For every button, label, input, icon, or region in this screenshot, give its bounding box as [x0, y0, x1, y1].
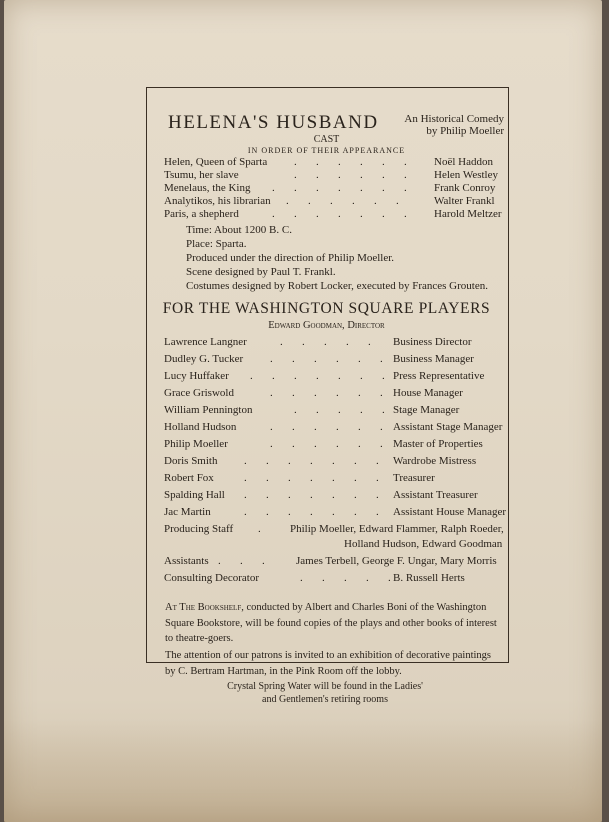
cast-actor: Helen Westley: [434, 169, 498, 181]
leader-dots: . . . . . .: [294, 156, 407, 168]
play-title: HELENA'S HUSBAND: [168, 112, 379, 133]
leader-dots: . . .: [218, 555, 265, 567]
bookshelf-notice: [165, 600, 500, 647]
staff-role: Master of Properties: [393, 438, 483, 450]
leader-dots: . . . . . . .: [244, 472, 379, 484]
note-line: Costumes designed by Robert Locker, executed by Frances Grouten.: [186, 280, 488, 292]
leader-dots: .: [258, 523, 261, 535]
staff-role: Press Representative: [393, 370, 485, 382]
bookshelf-lead: At The Bookshelf,: [165, 602, 244, 613]
water-notice: Crystal Spring Water will be found in the Ladies' and Gentlemen's retiring rooms: [227, 681, 423, 705]
players-heading: FOR THE WASHINGTON SQUARE PLAYERS: [162, 300, 491, 317]
staff-name: William Pennington: [164, 404, 253, 416]
staff-name: Holland Hudson: [164, 421, 237, 433]
cast-role: Menelaus, the King: [164, 182, 251, 194]
staff-role: Business Manager: [393, 353, 474, 365]
producing-staff-line1: Philip Moeller, Edward Flammer, Ralph Roeder,: [290, 523, 504, 535]
staff-name: Grace Griswold: [164, 387, 234, 399]
decorator-name: B. Russell Herts: [393, 572, 465, 584]
leader-dots: . . . . . . .: [250, 370, 385, 382]
staff-name: Lucy Huffaker: [164, 370, 229, 382]
cast-role: Analytikos, his librarian: [164, 195, 271, 207]
leader-dots: . . . . . .: [270, 387, 383, 399]
producing-staff-label: Producing Staff: [164, 523, 234, 535]
leader-dots: . . . . . . .: [244, 455, 379, 467]
staff-role: Wardrobe Mistress: [393, 455, 477, 467]
director-title: Director: [347, 320, 385, 331]
cast-subheading: IN ORDER OF THEIR APPEARANCE: [247, 146, 406, 155]
staff-name: Jac Martin: [164, 506, 211, 518]
staff-role: Assistant Stage Manager: [393, 421, 503, 433]
program-page: [4, 0, 602, 822]
leader-dots: . . . . . .: [270, 353, 383, 365]
director-name: Edward Goodman,: [268, 320, 345, 331]
staff-name: Spalding Hall: [164, 489, 225, 501]
cast-heading: CAST: [313, 134, 340, 145]
note-line: Place: Sparta.: [186, 238, 247, 250]
play-subtitle: An Historical Comedy by Philip Moeller: [404, 113, 504, 137]
leader-dots: . . . . . .: [270, 421, 383, 433]
decorator-label: Consulting Decorator: [164, 572, 260, 584]
cast-role: Tsumu, her slave: [164, 169, 239, 181]
leader-dots: . . . . . . .: [272, 208, 407, 220]
note-line: Time: About 1200 B. C.: [186, 224, 292, 236]
staff-name: Doris Smith: [164, 455, 218, 467]
assistants-label: Assistants: [164, 555, 209, 567]
leader-dots: . . . . . .: [294, 169, 407, 181]
leader-dots: . . . . . .: [286, 195, 399, 207]
staff-name: Philip Moeller: [164, 438, 228, 450]
staff-name: Dudley G. Tucker: [164, 353, 244, 365]
staff-name: Lawrence Langner: [164, 336, 247, 348]
producing-staff-line2: Holland Hudson, Edward Goodman: [344, 538, 503, 550]
cast-role: Helen, Queen of Sparta: [164, 156, 268, 168]
staff-role: Assistant Treasurer: [393, 489, 478, 501]
staff-name: Robert Fox: [164, 472, 214, 484]
staff-role: House Manager: [393, 387, 463, 399]
cast-actor: Harold Meltzer: [434, 208, 502, 220]
staff-role: Business Director: [393, 336, 472, 348]
leader-dots: . . . . .: [294, 404, 385, 416]
note-line: Produced under the direction of Philip Moeller.: [186, 252, 395, 264]
director-line: [146, 320, 507, 331]
water-stain: [4, 720, 602, 822]
staff-role: Assistant House Manager: [393, 506, 507, 518]
leader-dots: . . . . . . .: [244, 489, 379, 501]
cast-actor: Noël Haddon: [434, 156, 493, 168]
staff-role: Treasurer: [393, 472, 435, 484]
cast-row: [164, 156, 267, 168]
cast-role: Paris, a shepherd: [164, 208, 239, 220]
staff-role: Stage Manager: [393, 404, 460, 416]
leader-dots: . . . . .: [300, 572, 391, 584]
leader-dots: . . . . .: [280, 336, 371, 348]
exhibition-notice: The attention of our patrons is invited to an exhibition of decorative paintings by C. Bertram Hartman, in the Pink Room off the lobby.: [165, 650, 492, 677]
leader-dots: . . . . . . .: [272, 182, 407, 194]
note-line: Scene designed by Paul T. Frankl.: [186, 266, 336, 278]
cast-actor: Walter Frankl: [434, 195, 495, 207]
assistants-names: James Terbell, George F. Ungar, Mary Morris: [296, 555, 497, 567]
leader-dots: . . . . . .: [270, 438, 383, 450]
leader-dots: . . . . . . .: [244, 506, 379, 518]
cast-actor: Frank Conroy: [434, 182, 496, 194]
bookshelf-text: conducted by Albert and Charles Boni of the Washington Square Bookstore, will be found copies of the plays and other books of interest to theatre-goers.: [165, 602, 497, 644]
